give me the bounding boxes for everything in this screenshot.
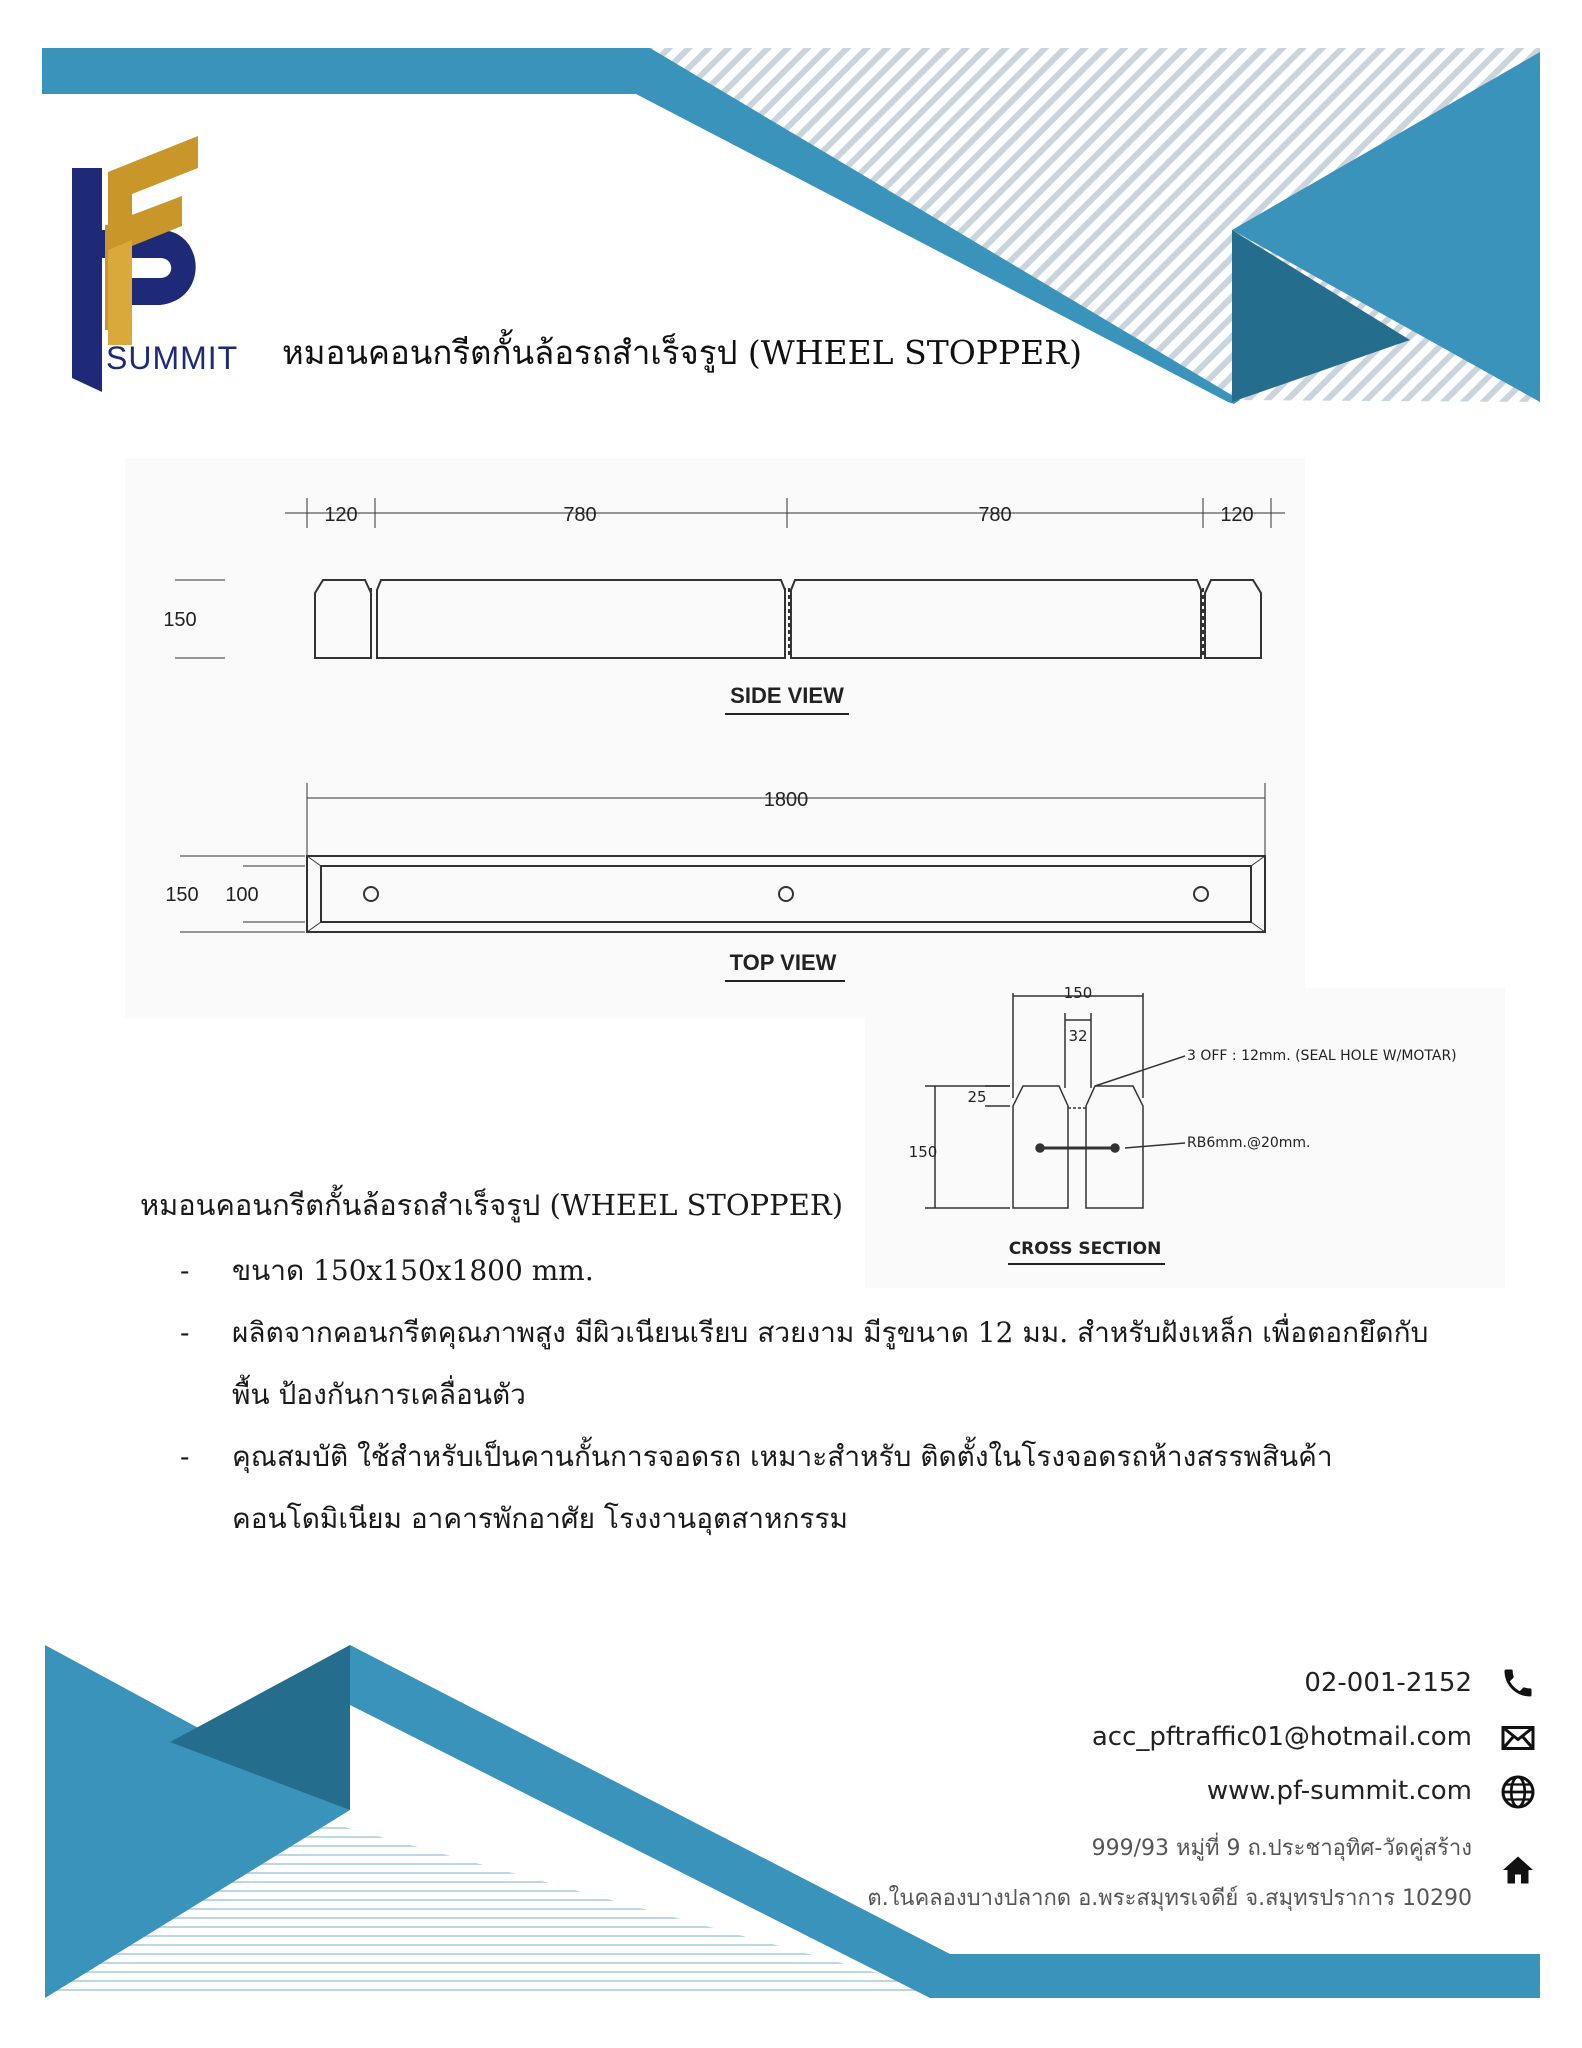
top-height-inner: 100 [225,884,259,906]
address-line-1: 999/93 หมู่ที่ 9 ถ.ประชาอุทิศ-วัดคู่สร้าง [1091,1836,1472,1861]
contact-email[interactable]: acc_pftraffic01@hotmail.com [1091,1722,1472,1752]
description-title: หมอนคอนกรีตกั้นล้อรถสำเร็จรูป (WHEEL STOPPER) [140,1188,844,1222]
home-icon [1500,1852,1536,1888]
phone-icon [1500,1665,1536,1701]
cs-chamfer: 25 [967,1088,987,1106]
side-dim-1: 120 [324,504,358,526]
spec-item-material: - ผลิตจากคอนกรีตคุณภาพสูง มีผิวเนียนเรียบ สวยงาม มีรูขนาด 12 มม. สำหรับฝังเหล็ก เพื่อตอกยึดกับพื้น ป้องกันการเคลื่อนตัว [180,1316,1429,1411]
technical-drawing [125,458,1505,1298]
contact-website[interactable]: www.pf-summit.com [1206,1776,1472,1806]
side-view-caption: SIDE VIEW [730,683,844,708]
brand-name: SUMMIT [106,340,239,376]
cross-section-caption: CROSS SECTION [1008,1239,1162,1259]
spec-item-usage: - คุณสมบัติ ใช้สำหรับเป็นคานกั้นการจอดรถ เหมาะสำหรับ ติดตั้งในโรงจอดรถห้างสรรพสินค้า คอนโดมิเนียม อาคารพักอาศัย โรงงานอุตสาหกรรม [180,1440,1333,1535]
cs-width: 150 [1063,984,1093,1002]
page-title: หมอนคอนกรีตกั้นล้อรถสำเร็จรูป (WHEEL STOPPER) [282,333,1082,372]
contact-phone: 02-001-2152 [1304,1668,1472,1698]
spec-item-size: - ขนาด 150x150x1800 mm. [180,1254,594,1287]
mail-icon [1500,1720,1536,1756]
side-height: 150 [163,609,197,631]
top-length: 1800 [763,789,809,811]
address-line-2: ต.ในคลองบางปลากด อ.พระสมุทรเจดีย์ จ.สมุทรปราการ 10290 [867,1886,1472,1911]
cs-note-hole: 3 OFF : 12mm. (SEAL HOLE W/MOTAR) [1187,1048,1457,1064]
side-dim-2: 780 [563,504,597,526]
side-dim-4: 120 [1220,504,1254,526]
cs-height: 150 [908,1143,938,1161]
spec-list [180,1240,1460,1550]
globe-icon [1500,1774,1536,1810]
side-dim-3: 780 [978,504,1012,526]
cs-gap: 32 [1068,1027,1088,1045]
top-view-caption: TOP VIEW [729,950,837,975]
top-height-outer: 150 [165,884,199,906]
cs-note-rebar: RB6mm.@20mm. [1187,1135,1311,1151]
